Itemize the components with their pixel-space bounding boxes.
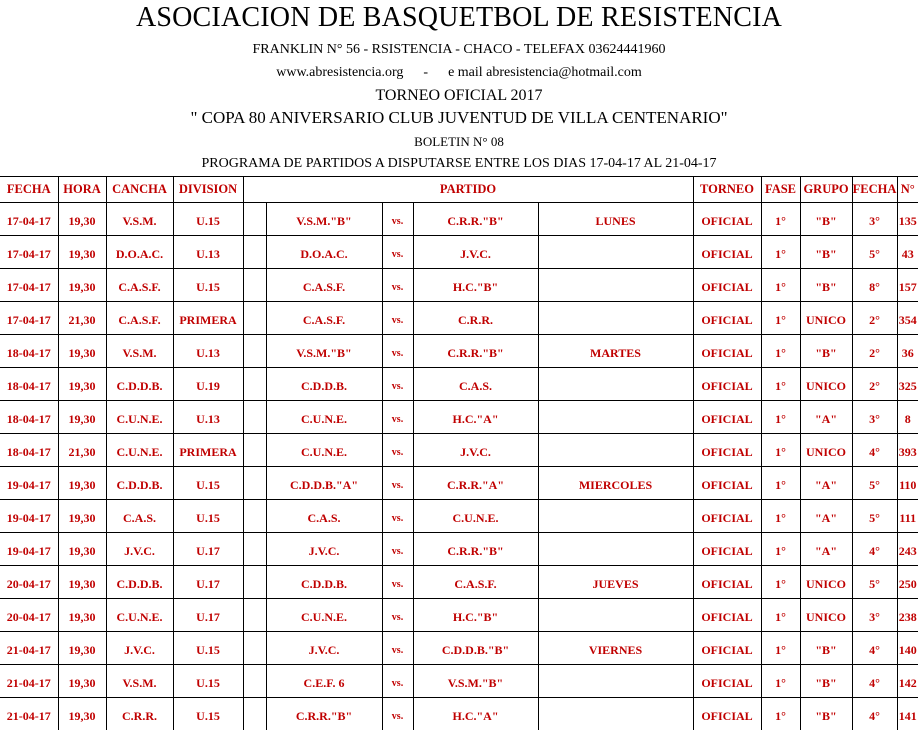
cell-fecha-nro: 2° bbox=[852, 335, 897, 368]
cell-local-team: C.E.F. 6 bbox=[266, 665, 382, 698]
cell-spacer bbox=[243, 500, 266, 533]
cell-fecha: 19-04-17 bbox=[0, 533, 58, 566]
cell-hora: 19,30 bbox=[58, 269, 106, 302]
cell-fecha: 21-04-17 bbox=[0, 665, 58, 698]
cell-grupo: UNICO bbox=[800, 434, 852, 467]
cell-cancha: V.S.M. bbox=[106, 335, 173, 368]
cell-numero: 140 bbox=[897, 632, 918, 665]
cell-grupo: "A" bbox=[800, 500, 852, 533]
cell-grupo: "B" bbox=[800, 698, 852, 730]
cell-hora: 19,30 bbox=[58, 467, 106, 500]
cell-vs: vs. bbox=[382, 368, 413, 401]
table-row bbox=[0, 599, 918, 632]
table-row bbox=[0, 302, 918, 335]
cell-hora: 19,30 bbox=[58, 698, 106, 730]
cell-fecha-nro: 5° bbox=[852, 467, 897, 500]
cell-fase: 1° bbox=[761, 533, 800, 566]
cell-torneo: OFICIAL bbox=[693, 269, 761, 302]
cell-hora: 21,30 bbox=[58, 302, 106, 335]
cell-fecha: 17-04-17 bbox=[0, 236, 58, 269]
cell-torneo: OFICIAL bbox=[693, 203, 761, 236]
cell-division: U.17 bbox=[173, 599, 243, 632]
cell-day bbox=[538, 302, 693, 335]
cell-fecha: 18-04-17 bbox=[0, 335, 58, 368]
cell-hora: 19,30 bbox=[58, 500, 106, 533]
cell-grupo: "B" bbox=[800, 335, 852, 368]
cell-vs: vs. bbox=[382, 698, 413, 730]
cell-vs: vs. bbox=[382, 401, 413, 434]
col-header-partido: PARTIDO bbox=[243, 177, 693, 203]
col-header-hora: HORA bbox=[58, 177, 106, 203]
cell-fecha: 18-04-17 bbox=[0, 368, 58, 401]
cell-visiting-team: C.R.R."B" bbox=[413, 203, 538, 236]
cell-spacer bbox=[243, 566, 266, 599]
cell-fase: 1° bbox=[761, 665, 800, 698]
cell-visiting-team: C.R.R."B" bbox=[413, 335, 538, 368]
col-header-division: DIVISION bbox=[173, 177, 243, 203]
cell-vs: vs. bbox=[382, 632, 413, 665]
cell-spacer bbox=[243, 434, 266, 467]
cell-grupo: UNICO bbox=[800, 566, 852, 599]
cell-grupo: "B" bbox=[800, 236, 852, 269]
cell-grupo: "A" bbox=[800, 401, 852, 434]
cell-division: U.15 bbox=[173, 269, 243, 302]
table-row bbox=[0, 500, 918, 533]
cell-torneo: OFICIAL bbox=[693, 698, 761, 730]
cell-numero: 8 bbox=[897, 401, 918, 434]
cell-fecha-nro: 5° bbox=[852, 500, 897, 533]
contact-line bbox=[0, 65, 918, 81]
cell-numero: 43 bbox=[897, 236, 918, 269]
cell-numero: 250 bbox=[897, 566, 918, 599]
cell-division: U.17 bbox=[173, 533, 243, 566]
cell-fecha-nro: 5° bbox=[852, 566, 897, 599]
cell-fecha: 20-04-17 bbox=[0, 599, 58, 632]
cell-torneo: OFICIAL bbox=[693, 599, 761, 632]
table-row bbox=[0, 632, 918, 665]
cell-day: VIERNES bbox=[538, 632, 693, 665]
cell-fecha: 19-04-17 bbox=[0, 467, 58, 500]
cell-fecha-nro: 3° bbox=[852, 401, 897, 434]
cell-spacer bbox=[243, 401, 266, 434]
cell-fecha-nro: 4° bbox=[852, 665, 897, 698]
cell-local-team: C.A.S.F. bbox=[266, 302, 382, 335]
cell-fecha: 21-04-17 bbox=[0, 632, 58, 665]
cell-numero: 111 bbox=[897, 500, 918, 533]
cell-numero: 243 bbox=[897, 533, 918, 566]
cell-day: JUEVES bbox=[538, 566, 693, 599]
cell-grupo: "B" bbox=[800, 203, 852, 236]
cell-day bbox=[538, 500, 693, 533]
cell-spacer bbox=[243, 269, 266, 302]
cell-numero: 325 bbox=[897, 368, 918, 401]
cell-vs: vs. bbox=[382, 236, 413, 269]
cell-day: MIERCOLES bbox=[538, 467, 693, 500]
cell-cancha: C.D.D.B. bbox=[106, 566, 173, 599]
cell-spacer bbox=[243, 698, 266, 730]
cell-cancha: C.U.N.E. bbox=[106, 434, 173, 467]
cell-day: MARTES bbox=[538, 335, 693, 368]
cell-fase: 1° bbox=[761, 368, 800, 401]
cell-local-team: V.S.M."B" bbox=[266, 335, 382, 368]
website-text: www.abresistencia.org bbox=[276, 65, 403, 80]
cell-division: U.13 bbox=[173, 401, 243, 434]
bulletin-number: BOLETIN N° 08 bbox=[0, 134, 918, 150]
table-row bbox=[0, 533, 918, 566]
cell-torneo: OFICIAL bbox=[693, 302, 761, 335]
cell-fase: 1° bbox=[761, 236, 800, 269]
cell-day bbox=[538, 599, 693, 632]
cell-cancha: J.V.C. bbox=[106, 632, 173, 665]
cell-spacer bbox=[243, 467, 266, 500]
cell-cancha: C.U.N.E. bbox=[106, 599, 173, 632]
cell-torneo: OFICIAL bbox=[693, 632, 761, 665]
cell-hora: 19,30 bbox=[58, 599, 106, 632]
cell-visiting-team: V.S.M."B" bbox=[413, 665, 538, 698]
cell-fase: 1° bbox=[761, 335, 800, 368]
cell-visiting-team: C.U.N.E. bbox=[413, 500, 538, 533]
cell-numero: 354 bbox=[897, 302, 918, 335]
cell-fase: 1° bbox=[761, 269, 800, 302]
cell-fase: 1° bbox=[761, 698, 800, 730]
cell-visiting-team: C.A.S. bbox=[413, 368, 538, 401]
cell-cancha: C.D.D.B. bbox=[106, 467, 173, 500]
cell-visiting-team: H.C."B" bbox=[413, 269, 538, 302]
cell-cancha: D.O.A.C. bbox=[106, 236, 173, 269]
email-text: e mail abresistencia@hotmail.com bbox=[448, 65, 642, 80]
cell-fecha-nro: 5° bbox=[852, 236, 897, 269]
cell-day: LUNES bbox=[538, 203, 693, 236]
cell-local-team: C.A.S.F. bbox=[266, 269, 382, 302]
cell-visiting-team: C.D.D.B."B" bbox=[413, 632, 538, 665]
cell-division: U.15 bbox=[173, 203, 243, 236]
cell-torneo: OFICIAL bbox=[693, 434, 761, 467]
cell-visiting-team: C.A.S.F. bbox=[413, 566, 538, 599]
cell-spacer bbox=[243, 665, 266, 698]
cell-cancha: C.A.S. bbox=[106, 500, 173, 533]
cell-hora: 21,30 bbox=[58, 434, 106, 467]
cell-fecha-nro: 4° bbox=[852, 632, 897, 665]
cell-spacer bbox=[243, 368, 266, 401]
cell-grupo: "B" bbox=[800, 665, 852, 698]
cell-vs: vs. bbox=[382, 269, 413, 302]
cell-vs: vs. bbox=[382, 599, 413, 632]
cell-torneo: OFICIAL bbox=[693, 467, 761, 500]
page-title: ASOCIACION DE BASQUETBOL DE RESISTENCIA bbox=[0, 2, 918, 34]
cell-local-team: V.S.M."B" bbox=[266, 203, 382, 236]
cell-numero: 36 bbox=[897, 335, 918, 368]
cell-local-team: C.D.D.B. bbox=[266, 368, 382, 401]
col-header-grupo: GRUPO bbox=[800, 177, 852, 203]
table-row bbox=[0, 467, 918, 500]
cell-visiting-team: C.R.R."A" bbox=[413, 467, 538, 500]
cell-fecha: 21-04-17 bbox=[0, 698, 58, 730]
cell-numero: 141 bbox=[897, 698, 918, 730]
cell-vs: vs. bbox=[382, 533, 413, 566]
cell-fase: 1° bbox=[761, 203, 800, 236]
cell-fase: 1° bbox=[761, 434, 800, 467]
cell-vs: vs. bbox=[382, 665, 413, 698]
cell-spacer bbox=[243, 302, 266, 335]
col-header-torneo: TORNEO bbox=[693, 177, 761, 203]
cell-fase: 1° bbox=[761, 401, 800, 434]
cell-local-team: C.A.S. bbox=[266, 500, 382, 533]
cell-torneo: OFICIAL bbox=[693, 566, 761, 599]
cell-torneo: OFICIAL bbox=[693, 368, 761, 401]
program-description: PROGRAMA DE PARTIDOS A DISPUTARSE ENTRE LOS DIAS 17-04-17 AL 21-04-17 bbox=[0, 156, 918, 172]
cell-day bbox=[538, 401, 693, 434]
cell-vs: vs. bbox=[382, 566, 413, 599]
cell-local-team: J.V.C. bbox=[266, 533, 382, 566]
cell-hora: 19,30 bbox=[58, 203, 106, 236]
cell-fase: 1° bbox=[761, 500, 800, 533]
cell-hora: 19,30 bbox=[58, 335, 106, 368]
cell-visiting-team: H.C."A" bbox=[413, 401, 538, 434]
cell-visiting-team: C.R.R."B" bbox=[413, 533, 538, 566]
cell-cancha: C.A.S.F. bbox=[106, 269, 173, 302]
cell-local-team: D.O.A.C. bbox=[266, 236, 382, 269]
cell-day bbox=[538, 434, 693, 467]
cell-local-team: C.U.N.E. bbox=[266, 599, 382, 632]
cell-division: U.13 bbox=[173, 335, 243, 368]
cell-day bbox=[538, 269, 693, 302]
cell-hora: 19,30 bbox=[58, 401, 106, 434]
cell-fecha: 20-04-17 bbox=[0, 566, 58, 599]
cell-grupo: UNICO bbox=[800, 368, 852, 401]
cup-title: " COPA 80 ANIVERSARIO CLUB JUVENTUD DE VILLA CENTENARIO" bbox=[0, 108, 918, 128]
cell-cancha: V.S.M. bbox=[106, 203, 173, 236]
cell-spacer bbox=[243, 533, 266, 566]
tournament-title: TORNEO OFICIAL 2017 bbox=[0, 87, 918, 105]
cell-fecha-nro: 3° bbox=[852, 203, 897, 236]
cell-spacer bbox=[243, 236, 266, 269]
cell-local-team: C.D.D.B."A" bbox=[266, 467, 382, 500]
cell-hora: 19,30 bbox=[58, 566, 106, 599]
table-row bbox=[0, 698, 918, 730]
table-row bbox=[0, 335, 918, 368]
cell-division: U.13 bbox=[173, 236, 243, 269]
cell-fecha-nro: 2° bbox=[852, 368, 897, 401]
match-schedule-table bbox=[0, 176, 918, 730]
cell-vs: vs. bbox=[382, 434, 413, 467]
table-row bbox=[0, 236, 918, 269]
cell-day bbox=[538, 236, 693, 269]
cell-fecha-nro: 3° bbox=[852, 599, 897, 632]
cell-torneo: OFICIAL bbox=[693, 401, 761, 434]
table-row bbox=[0, 401, 918, 434]
table-row bbox=[0, 368, 918, 401]
cell-day bbox=[538, 665, 693, 698]
cell-local-team: C.D.D.B. bbox=[266, 566, 382, 599]
table-row bbox=[0, 203, 918, 236]
cell-numero: 393 bbox=[897, 434, 918, 467]
cell-torneo: OFICIAL bbox=[693, 533, 761, 566]
cell-fecha: 17-04-17 bbox=[0, 302, 58, 335]
cell-fecha: 18-04-17 bbox=[0, 434, 58, 467]
cell-visiting-team: H.C."A" bbox=[413, 698, 538, 730]
cell-local-team: C.U.N.E. bbox=[266, 434, 382, 467]
cell-fecha: 17-04-17 bbox=[0, 269, 58, 302]
cell-vs: vs. bbox=[382, 302, 413, 335]
cell-visiting-team: C.R.R. bbox=[413, 302, 538, 335]
cell-fecha-nro: 2° bbox=[852, 302, 897, 335]
cell-spacer bbox=[243, 632, 266, 665]
cell-fecha-nro: 8° bbox=[852, 269, 897, 302]
col-header-fecha: FECHA bbox=[0, 177, 58, 203]
cell-fase: 1° bbox=[761, 467, 800, 500]
cell-hora: 19,30 bbox=[58, 533, 106, 566]
cell-division: U.15 bbox=[173, 665, 243, 698]
cell-cancha: C.D.D.B. bbox=[106, 368, 173, 401]
cell-grupo: UNICO bbox=[800, 599, 852, 632]
cell-fase: 1° bbox=[761, 632, 800, 665]
cell-fecha-nro: 4° bbox=[852, 533, 897, 566]
cell-division: U.15 bbox=[173, 698, 243, 730]
address-line: FRANKLIN N° 56 - RSISTENCIA - CHACO - TELEFAX 03624441960 bbox=[0, 42, 918, 58]
cell-vs: vs. bbox=[382, 203, 413, 236]
cell-local-team: C.U.N.E. bbox=[266, 401, 382, 434]
cell-fecha-nro: 4° bbox=[852, 434, 897, 467]
cell-fecha: 17-04-17 bbox=[0, 203, 58, 236]
cell-hora: 19,30 bbox=[58, 632, 106, 665]
cell-cancha: C.A.S.F. bbox=[106, 302, 173, 335]
cell-day bbox=[538, 533, 693, 566]
cell-division: PRIMERA bbox=[173, 302, 243, 335]
cell-cancha: J.V.C. bbox=[106, 533, 173, 566]
col-header-fecha-nro: FECHA bbox=[852, 177, 897, 203]
cell-spacer bbox=[243, 203, 266, 236]
cell-division: U.15 bbox=[173, 632, 243, 665]
col-header-numero: N° bbox=[897, 177, 918, 203]
cell-fecha: 19-04-17 bbox=[0, 500, 58, 533]
cell-spacer bbox=[243, 335, 266, 368]
cell-cancha: C.U.N.E. bbox=[106, 401, 173, 434]
table-row bbox=[0, 434, 918, 467]
cell-fecha: 18-04-17 bbox=[0, 401, 58, 434]
cell-hora: 19,30 bbox=[58, 665, 106, 698]
table-row bbox=[0, 665, 918, 698]
cell-visiting-team: J.V.C. bbox=[413, 434, 538, 467]
cell-local-team: C.R.R."B" bbox=[266, 698, 382, 730]
cell-torneo: OFICIAL bbox=[693, 335, 761, 368]
cell-numero: 157 bbox=[897, 269, 918, 302]
cell-vs: vs. bbox=[382, 467, 413, 500]
table-row bbox=[0, 269, 918, 302]
cell-hora: 19,30 bbox=[58, 236, 106, 269]
cell-numero: 110 bbox=[897, 467, 918, 500]
cell-cancha: C.R.R. bbox=[106, 698, 173, 730]
cell-division: U.17 bbox=[173, 566, 243, 599]
cell-vs: vs. bbox=[382, 335, 413, 368]
cell-cancha: V.S.M. bbox=[106, 665, 173, 698]
cell-grupo: UNICO bbox=[800, 302, 852, 335]
cell-numero: 142 bbox=[897, 665, 918, 698]
cell-visiting-team: H.C."B" bbox=[413, 599, 538, 632]
table-header-row bbox=[0, 177, 918, 203]
cell-division: PRIMERA bbox=[173, 434, 243, 467]
cell-grupo: "B" bbox=[800, 269, 852, 302]
cell-grupo: "A" bbox=[800, 533, 852, 566]
separator-text: - bbox=[423, 65, 428, 80]
cell-division: U.15 bbox=[173, 467, 243, 500]
cell-torneo: OFICIAL bbox=[693, 665, 761, 698]
cell-division: U.15 bbox=[173, 500, 243, 533]
cell-numero: 238 bbox=[897, 599, 918, 632]
cell-hora: 19,30 bbox=[58, 368, 106, 401]
cell-numero: 135 bbox=[897, 203, 918, 236]
cell-fecha-nro: 4° bbox=[852, 698, 897, 730]
col-header-cancha: CANCHA bbox=[106, 177, 173, 203]
cell-vs: vs. bbox=[382, 500, 413, 533]
cell-torneo: OFICIAL bbox=[693, 236, 761, 269]
cell-grupo: "B" bbox=[800, 632, 852, 665]
cell-day bbox=[538, 698, 693, 730]
col-header-fase: FASE bbox=[761, 177, 800, 203]
cell-grupo: "A" bbox=[800, 467, 852, 500]
cell-fase: 1° bbox=[761, 599, 800, 632]
cell-local-team: J.V.C. bbox=[266, 632, 382, 665]
cell-torneo: OFICIAL bbox=[693, 500, 761, 533]
cell-spacer bbox=[243, 599, 266, 632]
cell-fase: 1° bbox=[761, 302, 800, 335]
cell-day bbox=[538, 368, 693, 401]
cell-fase: 1° bbox=[761, 566, 800, 599]
cell-visiting-team: J.V.C. bbox=[413, 236, 538, 269]
cell-division: U.19 bbox=[173, 368, 243, 401]
table-row bbox=[0, 566, 918, 599]
